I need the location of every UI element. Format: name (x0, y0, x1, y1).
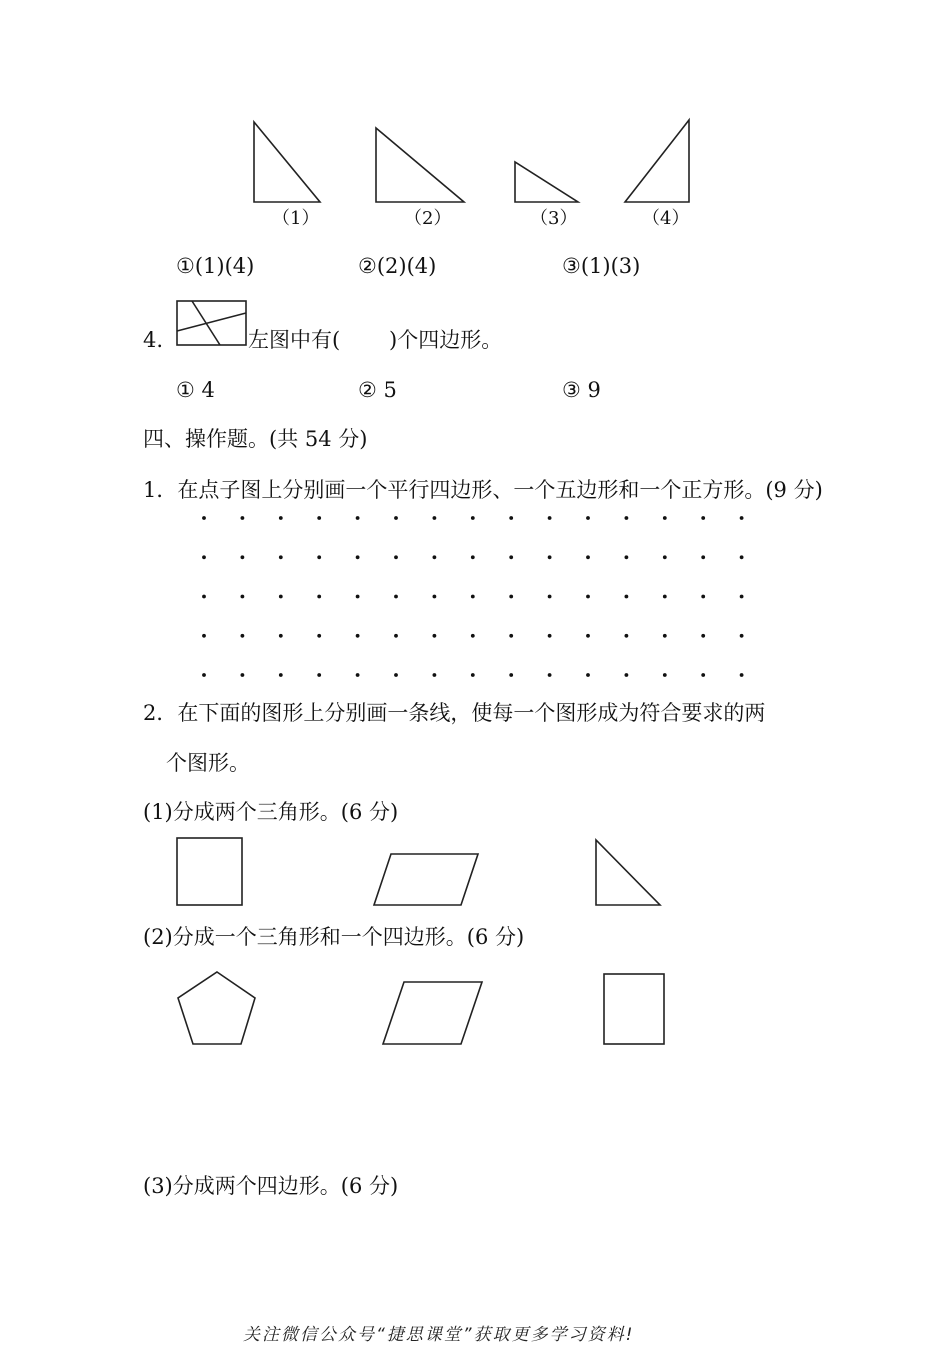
triangle-label-2: （2） (404, 208, 452, 229)
option-1: ①(1)(4) (176, 254, 255, 278)
parallelogram-shape (383, 982, 482, 1044)
option-2: ②(2)(4) (358, 254, 437, 278)
option-3: ③(1)(3) (562, 254, 641, 278)
question-1-text: 1．在点子图上分别画一个平行四边形、一个五边形和一个正方形。(9 分) (143, 478, 823, 502)
question-stem-after: )个四边形。 (389, 328, 503, 352)
option-1: ① 4 (176, 378, 215, 402)
question-2-line-2: 个图形。 (166, 751, 250, 775)
triangle-label-4: （4） (642, 208, 690, 229)
part-3-text: (3)分成两个四边形。(6 分) (143, 1174, 399, 1198)
question-stem-before: 左图中有( (248, 328, 341, 352)
option-2: ② 5 (358, 378, 397, 402)
question-2-line-1: 2．在下面的图形上分别画一条线，使每一个图形成为符合要求的两 (143, 701, 766, 725)
footer-watermark: 关注微信公众号“捷思课堂”获取更多学习资料! (243, 1325, 635, 1345)
question-number: 4. (143, 328, 164, 352)
rectangle-shape (604, 974, 664, 1044)
part-2-text: (2)分成一个三角形和一个四边形。(6 分) (143, 925, 525, 949)
triangle-label-1: （1） (272, 208, 320, 229)
triangle-label-3: （3） (530, 208, 578, 229)
section-heading: 四、操作题。(共 54 分) (143, 427, 368, 451)
pentagon-shape (178, 972, 255, 1044)
part-1-text: (1)分成两个三角形。(6 分) (143, 800, 399, 824)
option-3: ③ 9 (562, 378, 601, 402)
